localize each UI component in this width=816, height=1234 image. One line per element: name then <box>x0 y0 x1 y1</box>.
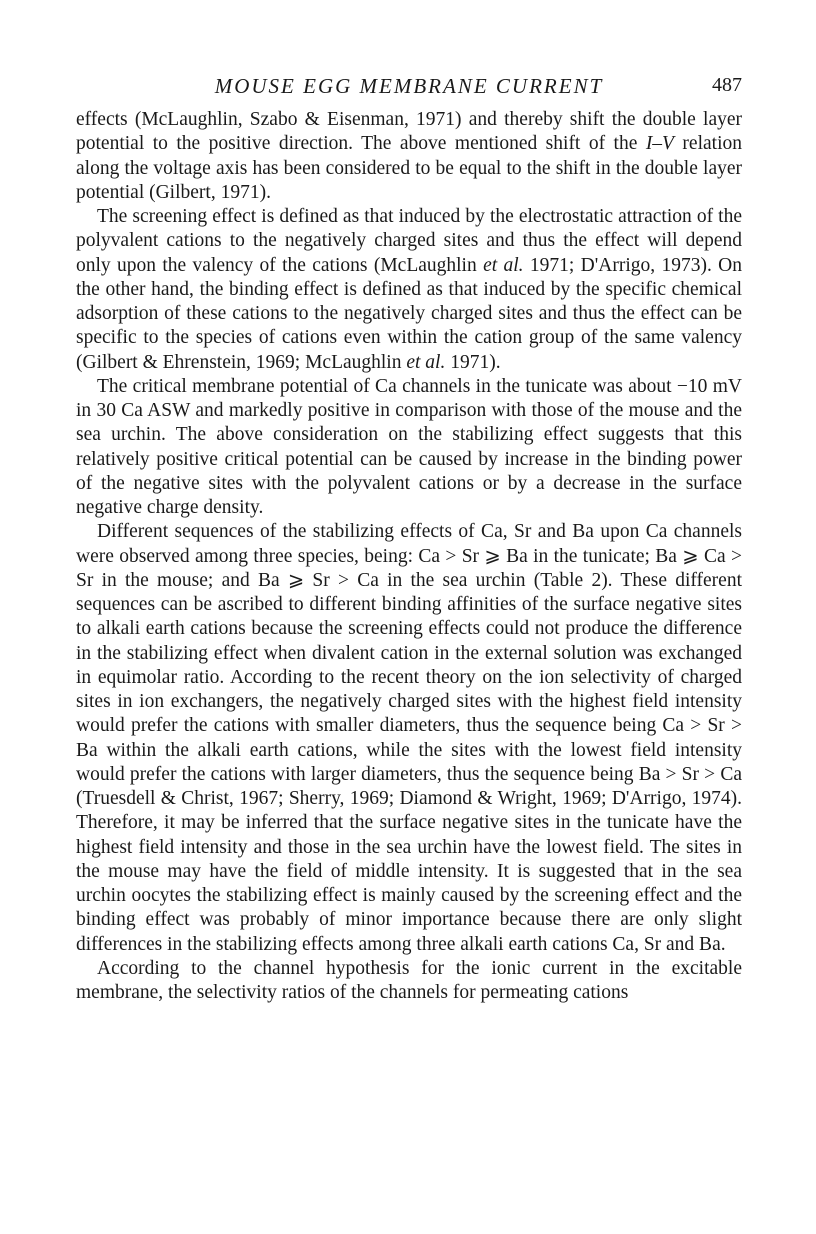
page-number: 487 <box>712 74 742 96</box>
body-text <box>76 108 742 1005</box>
paragraph-2: The screening effect is defined as that induced by the electrostatic attraction of the polyvalent cations to the negatively charged sites and thus the effect will depend only upon the valency of the cations (McLaughlin et al. 1971; D'Arrigo, 1973). On the other hand, the binding effect is defined as that induced by the specific chemical adsorption of these cations to the negatively charged sites and thus the effect can be specific to the species of cations even within the cation group of the same valency (Gilbert & Ehrenstein, 1969; McLaughlin et al. 1971). <box>76 206 742 373</box>
paragraph-1: effects (McLaughlin, Szabo & Eisenman, 1971) and thereby shift the double layer potential to the positive direction. The above mentioned shift of the I–V relation along the voltage axis has been considered to be equal to the shift in the double layer potential (Gilbert, 1971). <box>76 109 742 203</box>
paragraph-4: Different sequences of the stabilizing effects of Ca, Sr and Ba upon Ca channels were observed among three species, being: Ca > Sr ⩾ Ba in the tunicate; Ba ⩾ Ca > Sr in the mouse; and Ba ⩾ Sr > Ca in the sea urchin (Table 2). These different sequences can be ascribed to different binding affinities of the surface negative sites to alkali earth cations because the screening effects could not produce the difference in the stabilizing effect when divalent cation in the external solution was exchanged in equimolar ratio. According to the recent theory on the ion selectivity of charged sites in ion exchangers, the negatively charged sites with the highest field intensity would prefer the cations with smaller diameters, thus the sequence being Ca > Sr > Ba within the alkali earth cations, while the sites with the lowest field intensity would prefer the cations with larger diameters, thus the sequence being Ba > Sr > Ca (Truesdell & Christ, 1967; Sherry, 1969; Diamond & Wright, 1969; D'Arrigo, 1974). Therefore, it may be inferred that the surface negative sites in the tunicate have the highest field intensity and those in the sea urchin have the lowest field. The sites in the mouse may have the field of middle intensity. It is suggested that in the sea urchin oocytes the stabilizing effect is mainly caused by the screening effect and the binding effect was probably of minor importance because there are only slight differences in the stabilizing effects among three alkali earth cations Ca, Sr and Ba. <box>76 521 742 955</box>
paragraph-3: The critical membrane potential of Ca channels in the tunicate was about −10 mV in 30 Ca ASW and markedly positive in comparison with those of the mouse and the sea urchin. The above consideration on the stabilizing effect suggests that this relatively positive critical potential can be caused by increase in the binding power of the negative sites with the polyvalent cations or by a decrease in the surface negative charge density. <box>76 375 742 518</box>
running-title: MOUSE EGG MEMBRANE CURRENT <box>214 74 604 98</box>
page-header <box>76 74 742 104</box>
paragraph-5: According to the channel hypothesis for the ionic current in the excitable membrane, the selectivity ratios of the channels for permeating cations <box>76 957 742 1003</box>
